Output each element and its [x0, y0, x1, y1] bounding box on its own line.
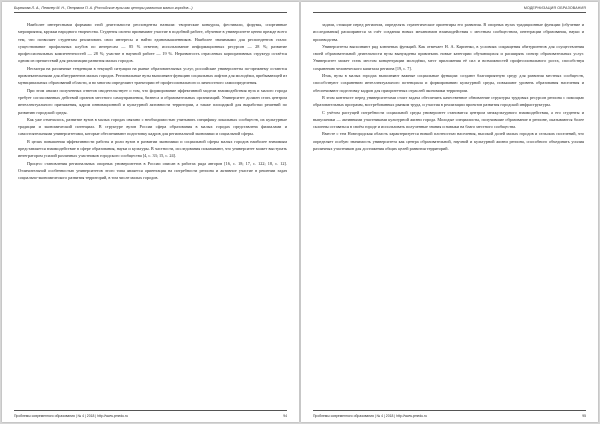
header-rule — [14, 12, 287, 13]
running-header — [14, 6, 287, 10]
footer-rule — [313, 410, 586, 411]
running-header-authors: Бирюкова Л. А., Певзнер М. Н., Петряков П. А. (Российские вузы как центры развития малых городов...) — [14, 6, 193, 10]
journal-footer: Проблемы современного образования | № 4 | 2018 | http://www.pmedu.ru — [313, 414, 428, 418]
running-footer — [313, 414, 586, 418]
paragraph: С учётом растущей потребности социальной среды университет становится центром межкультурного взаимодействия, а его студенты и выпускники — активными участниками культурной жизни города. Молодые специалисты, получившие образование в регионе, оказываются более склонны оставаться в своём городе и использовать полученные знания и навыки на благо местного сообщества. — [313, 109, 584, 130]
running-header — [313, 6, 586, 10]
page-number: 94 — [283, 414, 287, 418]
body-text — [313, 21, 584, 402]
running-header-section: МОДЕРНИЗАЦИЯ ОБРАЗОВАНИЯ — [523, 6, 586, 10]
running-footer — [14, 414, 287, 418]
body-text — [18, 21, 287, 402]
paragraph: Итак, вузы в малых городах выполняют важные социальные функции: создают благоприятную среду для развития местных сообществ, способствуют сохранению интеллектуального потенциала и формированию культурной среды, повышают уровень образования населения и обеспечивают подготовку кадров для приоритетных отраслей экономики территории. — [313, 73, 584, 93]
paragraph: Университеты выполняют ряд ключевых функций. Как отмечает Н. А. Карпенко, в условиях сокращения абитуриентов для осуществления своей образовательной деятельности вузы вынуждены привлекать новые категории обучающихся и расширять спектр образовательных услуг. Университет может стать местом концентрации молодёжи, мест приложения её сил и возможностей профессионального роста, способствуя сохранению человеческого капитала региона [19, с. 7]. — [313, 43, 584, 71]
footer-rule — [14, 410, 287, 411]
paragraph: В целях повышения эффективности работы и роли вузов в развитии экономики и социальной сферы малых городов наиболее значимым представляется взаимодействие в сфере образования, науки и культуры. В частности, исследования показывают, что университет может выступать интегратором усилий различных участников городского сообщества [4, с. 33; 15, с. 24]. — [18, 138, 287, 159]
header-rule — [313, 12, 586, 13]
left-page — [2, 2, 299, 422]
document-spread — [2, 2, 598, 422]
paragraph: Вместе с тем Новгородская область характеризуется низкой плотностью населения, высокой долей малых городов и сельских поселений, что определяет особую значимость университета как центра образовательной, научной и культурной жизни региона, способного объединять усилия различных участников для достижения общих целей развития территорий. — [313, 131, 584, 152]
paragraph: задачи, стоящие перед регионом, определять стратегические ориентиры его развития. В опорных вузах традиционные функции (обучение и исследования) расширяются за счёт создания новых механизмов взаимодействия с местным сообществом, интеграции образования, науки и производства. — [313, 22, 584, 42]
paragraph: При этом анализ полученных ответов свидетельствует о том, что формирование эффективной модели взаимодействия вуза и малого города требует согласованных действий органов местного самоуправления, бизнеса и образовательных организаций. Университет должен стать центром интеллектуального притяжения, ядром инновационной и культурной активности территории, а также площадкой для выработки решений по развитию городской среды. — [18, 87, 287, 115]
paragraph: Наиболее интересными формами этой деятельности респонденты назвали: творческие конкурсы, фестивали, форумы, спортивные мероприятия, кружки народного творчества. Студенты охотно принимают участие в подобной работе, обучение в университете ценно прежде всего тем, что позволяет студентам реализовать свои интересы и найти единомышленников. Наиболее значимыми для респондентов стали: существование профильных клубов по интересам — 85 % ответов; использование информационных ресурсов — 28 %; развитие профессиональных компетентностей — 28 %; участие в научной работе — 19 %. Неразвитость отраслевых корпоративных структур остаётся одним из препятствий для реализации развития малых городов. — [18, 22, 287, 64]
paragraph: Процесс становления региональных опорных университетов в России описан в работах ряда авторов [16, с. 18; 17, с. 122; 18, с. 12]. Отличительной особенностью университетов этого типа является ориентация на потребности региона и активное участие в решении задач социально-экономического развития территорий, в том числе малых городов. — [18, 160, 287, 181]
paragraph: Несмотря на различные тенденции в текущей ситуации на рынке образовательных услуг, российские университеты по-прежнему остаются привлекательными для абитуриентов малых городов. Региональные вузы выполняют функцию социальных лифтов для молодёжи, прибывающей из муниципальных образований области, и во многом определяют траектории её профессионального и личностного самоопределения. — [18, 65, 287, 86]
page-number: 95 — [582, 414, 586, 418]
right-page — [301, 2, 598, 422]
journal-footer: Проблемы современного образования | № 4 | 2018 | http://www.pmedu.ru — [14, 414, 129, 418]
paragraph: Как уже отмечалось, развитие вузов в малых городах связано с необходимостью учитывать специфику локальных сообществ, их культурные традиции и экономический потенциал. В структуре вузов России сфера образования в малых городах представлена филиалами и самостоятельными университетами, которые обеспечивают подготовку кадров для региональной экономики и социальной сферы. — [18, 116, 287, 137]
paragraph: В этом контексте перед университетами стоит задача обеспечить качественное обновление структуры трудовых ресурсов региона с помощью образовательных программ, востребованных рынком труда, и участия в реализации проектов развития городской инфраструктуры. — [313, 94, 584, 108]
